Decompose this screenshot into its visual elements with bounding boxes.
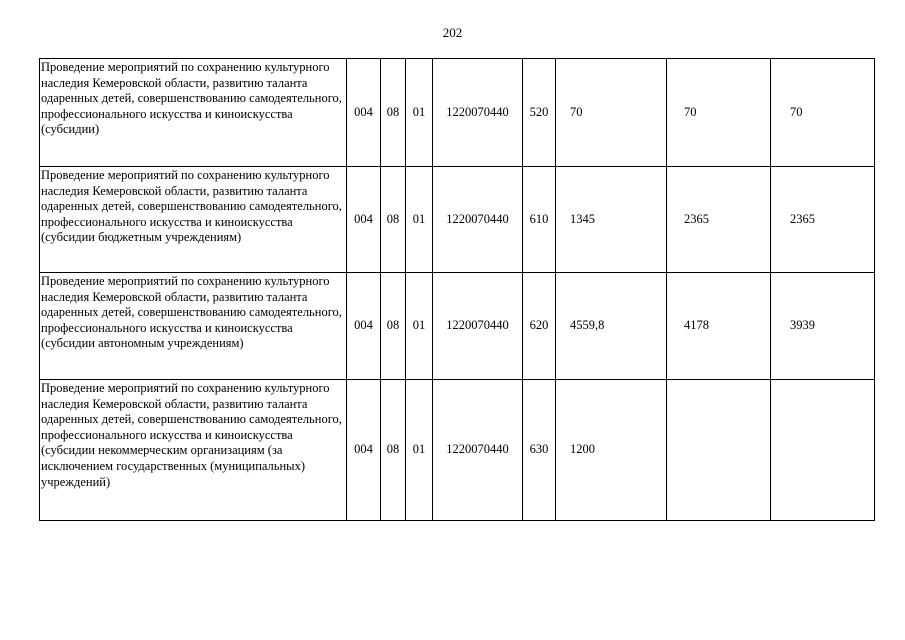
target-article-code: 1220070440	[433, 167, 523, 273]
target-article-code: 1220070440	[433, 59, 523, 167]
row-description: Проведение мероприятий по сохранению культурного наследия Кемеровской области, развитию таланта одаренных детей, совершенствованию самодеятельного, профессионального искусства и киноискусства (субсидии автономным учреждениям)	[40, 273, 347, 380]
expense-type-code: 630	[523, 380, 556, 521]
section-code: 08	[381, 167, 406, 273]
ministry-code: 004	[347, 167, 381, 273]
amount-year-3: 2365	[771, 167, 875, 273]
amount-year-2	[667, 380, 771, 521]
amount-year-2: 4178	[667, 273, 771, 380]
amount-year-1: 70	[556, 59, 667, 167]
ministry-code: 004	[347, 59, 381, 167]
table-row	[40, 59, 875, 167]
amount-year-3: 70	[771, 59, 875, 167]
amount-year-2: 70	[667, 59, 771, 167]
budget-table	[39, 58, 875, 521]
subsection-code: 01	[406, 167, 433, 273]
amount-year-3	[771, 380, 875, 521]
row-description: Проведение мероприятий по сохранению культурного наследия Кемеровской области, развитию таланта одаренных детей, совершенствованию самодеятельного, профессионального искусства и киноискусства (субсидии некоммерческим организациям (за исключением государственных (муниципальных) учреждений)	[40, 380, 347, 521]
ministry-code: 004	[347, 273, 381, 380]
table-row	[40, 380, 875, 521]
subsection-code: 01	[406, 273, 433, 380]
row-description: Проведение мероприятий по сохранению культурного наследия Кемеровской области, развитию таланта одаренных детей, совершенствованию самодеятельного, профессионального искусства и киноискусства (субсидии бюджетным учреждениям)	[40, 167, 347, 273]
row-description: Проведение мероприятий по сохранению культурного наследия Кемеровской области, развитию таланта одаренных детей, совершенствованию самодеятельного, профессионального искусства и киноискусства (субсидии)	[40, 59, 347, 167]
amount-year-2: 2365	[667, 167, 771, 273]
expense-type-code: 520	[523, 59, 556, 167]
table-row	[40, 273, 875, 380]
target-article-code: 1220070440	[433, 273, 523, 380]
table-row	[40, 167, 875, 273]
section-code: 08	[381, 59, 406, 167]
ministry-code: 004	[347, 380, 381, 521]
section-code: 08	[381, 273, 406, 380]
subsection-code: 01	[406, 59, 433, 167]
page-number: 202	[442, 25, 463, 40]
amount-year-1: 1345	[556, 167, 667, 273]
expense-type-code: 610	[523, 167, 556, 273]
amount-year-3: 3939	[771, 273, 875, 380]
subsection-code: 01	[406, 380, 433, 521]
section-code: 08	[381, 380, 406, 521]
amount-year-1: 4559,8	[556, 273, 667, 380]
expense-type-code: 620	[523, 273, 556, 380]
amount-year-1: 1200	[556, 380, 667, 521]
target-article-code: 1220070440	[433, 380, 523, 521]
